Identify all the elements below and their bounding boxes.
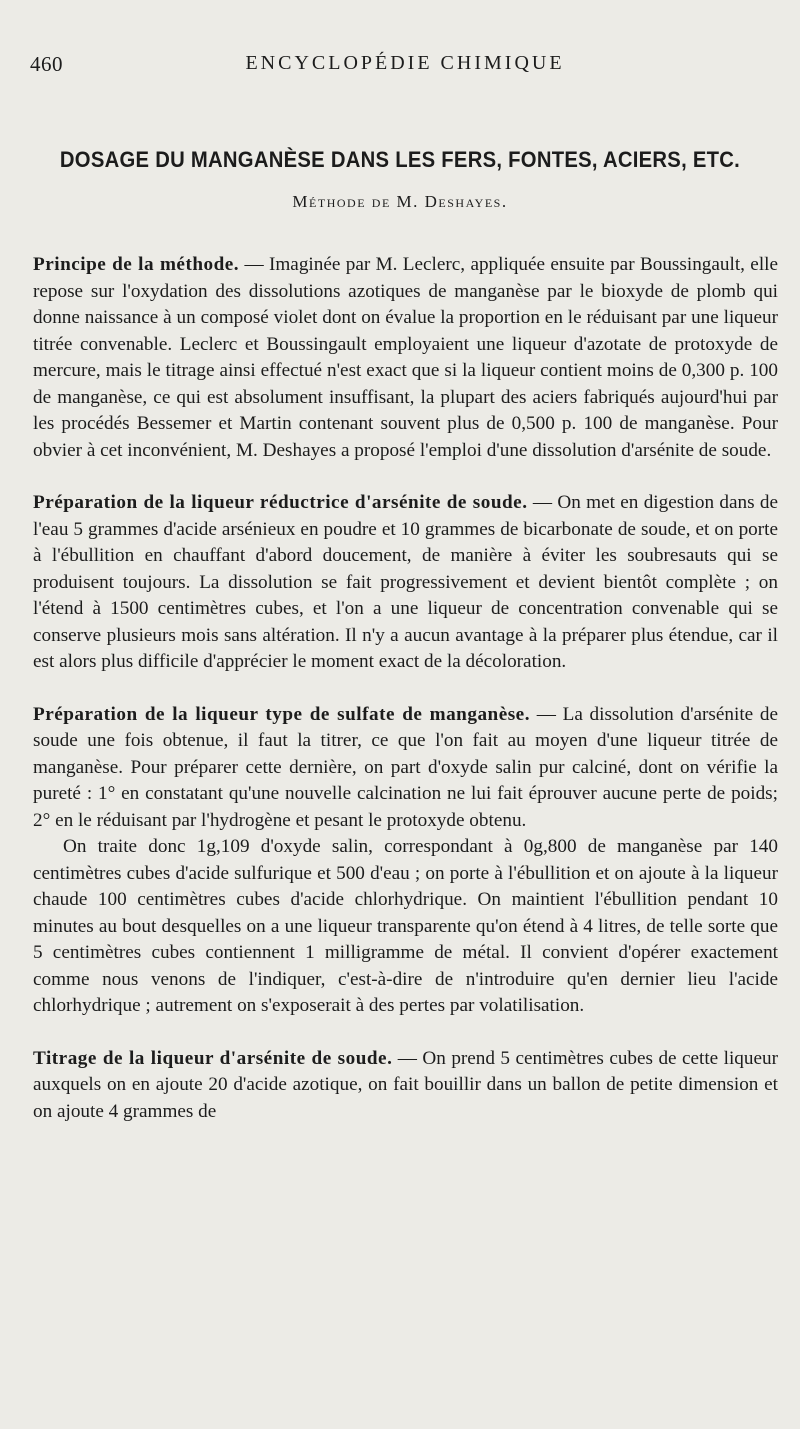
running-head: ENCYCLOPÉDIE CHIMIQUE [245, 52, 565, 74]
page-number: 460 [30, 52, 63, 76]
section-heading: Titrage de la liqueur d'arsénite de soude. [33, 1047, 393, 1069]
section-preparation-sulfate [33, 702, 778, 835]
section-titrage [33, 1046, 778, 1126]
section-heading: Préparation de la liqueur réductrice d'arsénite de soude. [33, 492, 528, 513]
section-preparation-arsenite [33, 490, 778, 676]
section-text: — On prend 5 centimètres cubes de cette liqueur auxquels on en ajoute 20 d'acide azotique, on fait bouillir dans un ballon de petite dimension et on ajoute 4 grammes de [33, 1047, 778, 1122]
article-body [33, 252, 778, 1125]
section-heading: Préparation de la liqueur type de sulfate de manganèse. [33, 703, 531, 725]
article-title: DOSAGE DU MANGANÈSE DANS LES FERS, FONTES, ACIERS, ETC. [59, 147, 741, 172]
section-principe [33, 252, 778, 464]
page-header [30, 52, 780, 80]
section-text: — Imaginée par M. Leclerc, appliquée ensuite par Boussingault, elle repose sur l'oxydation des dissolutions azotiques de manganèse par le bioxyde de plomb qui donne naissance à un composé violet dont on évalue la proportion en le réduisant par une liqueur titrée convenable. Leclerc et Boussingault employaient une liqueur d'azotate de protoxyde de mercure, mais le titrage ainsi effectué n'est exact que si la liqueur contient moins de 0,300 p. 100 de manganèse, ce qui est absolument insuffisant, la plupart des aciers fabriqués aujourd'hui par les procédés Bessemer et Martin contenant souvent plus de 0,500 p. 100 de manganèse. Pour obvier à cet inconvénient, M. Deshayes a proposé l'emploi d'une dissolution d'arsénite de soude. [33, 254, 778, 461]
section-heading: Principe de la méthode. [33, 254, 240, 275]
paragraph-oxyde-salin [33, 834, 778, 1020]
article-subtitle: Méthode de M. Deshayes. [292, 192, 508, 211]
paragraph-text: On traite donc 1g,109 d'oxyde salin, correspondant à 0g,800 de manganèse par 140 centimètres cubes d'acide sulfurique et 500 d'eau ; on porte à l'ébullition et on ajoute à la liqueur chaude 100 centimètres cubes d'acide chlorhydrique. On maintient l'ébullition pendant 10 minutes au bout desquelles on a une liqueur transparente qu'on étend à 4 litres, de telle sorte que 5 centimètres cubes contiennent 1 milligramme de métal. Il convient d'opérer exactement comme nous venons de l'indiquer, c'est-à-dire de n'introduire qu'en dernier lieu l'acide chlorhydrique ; autrement on s'exposerait à des pertes par volatilisation. [33, 836, 778, 1016]
section-text: — La dissolution d'arsénite de soude une fois obtenue, il faut la titrer, ce que l'on fait au moyen d'une liqueur titrée de manganèse. Pour préparer cette dernière, on part d'oxyde salin pur calciné, dont on vérifie la pureté : 1° en constatant qu'une nouvelle calcination ne lui fait éprouver aucune perte de poids; 2° en le réduisant par l'hydrogène et pesant le protoxyde obtenu. [33, 703, 778, 831]
section-text: — On met en digestion dans de l'eau 5 grammes d'acide arsénieux en poudre et 10 grammes de bicarbonate de soude, et on porte à l'ébullition en chauffant d'abord doucement, de manière à éviter les soubresauts qui se produisent toujours. La dissolution se fait progressivement et devient bientôt complète ; on l'étend à 1500 centimètres cubes, et l'on a une liqueur de concentration convenable qui se conserve plusieurs mois sans altération. Il n'y a aucun avantage à la préparer plus étendue, car il est alors plus difficile d'apprécier le moment exact de la décoloration. [33, 492, 778, 672]
